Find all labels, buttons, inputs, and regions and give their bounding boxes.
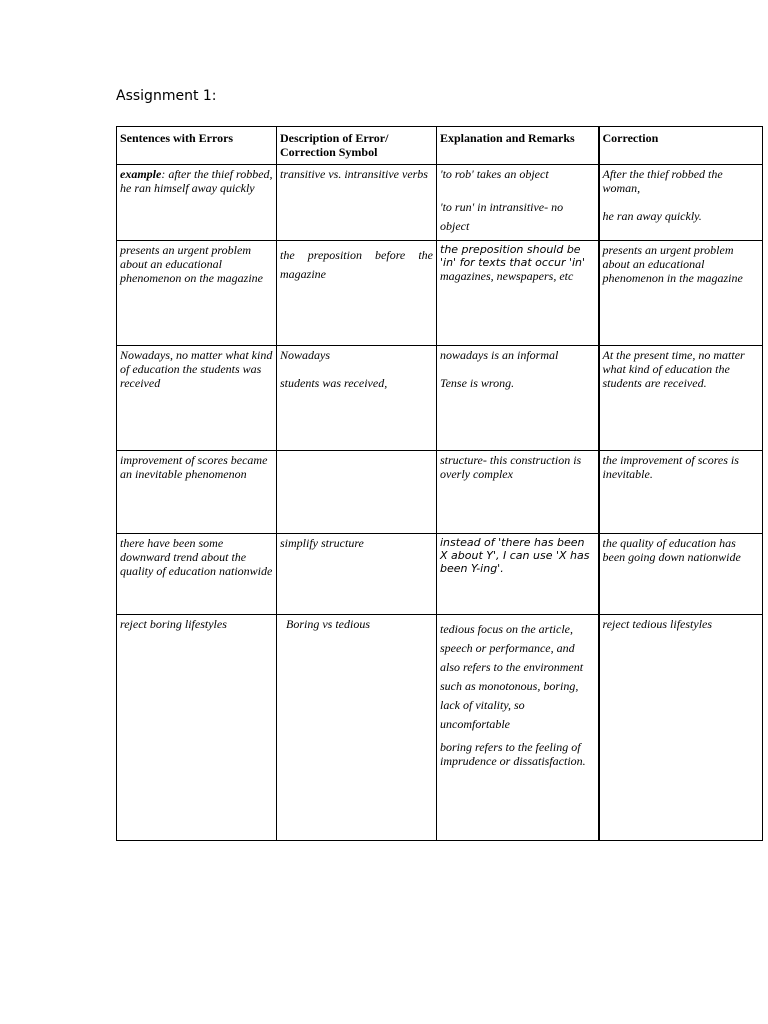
correction-cell: At the present time, no matter what kind of education the students are received. — [599, 346, 763, 451]
header-explanation: Explanation and Remarks — [437, 127, 599, 165]
description-text: Nowadays — [280, 348, 331, 362]
description-cell — [277, 615, 437, 841]
explanation-text: nowadays is an informal — [440, 348, 559, 362]
description-cell — [277, 241, 437, 346]
header-description — [277, 127, 437, 165]
example-label: example — [120, 167, 162, 181]
explanation-text: 'to run' in intransitive- no object — [440, 200, 564, 233]
table-row — [117, 615, 763, 841]
correction-text: he ran away quickly. — [602, 209, 702, 223]
description-text: the preposition before the magazine — [280, 248, 433, 281]
explanation-text: the preposition should be 'in' for texts that occur 'in' — [440, 243, 586, 269]
explanation-cell — [437, 165, 599, 241]
table-row — [117, 165, 763, 241]
description-cell — [277, 346, 437, 451]
description-cell: transitive vs. intransitive verbs — [277, 165, 437, 241]
explanation-cell — [437, 615, 599, 841]
description-cell — [277, 451, 437, 534]
correction-cell: the improvement of scores is inevitable. — [599, 451, 763, 534]
header-sentences: Sentences with Errors — [117, 127, 277, 165]
table-row — [117, 451, 763, 534]
header-correction: Correction — [599, 127, 763, 165]
description-text: Boring vs tedious — [286, 617, 370, 631]
explanation-text: magazines, newspapers, etc — [440, 269, 574, 283]
assignment-title: Assignment 1: — [116, 88, 217, 104]
explanation-cell — [437, 346, 599, 451]
correction-cell: presents an urgent problem about an educational phenomenon in the magazine — [599, 241, 763, 346]
sentence-cell: Nowadays, no matter what kind of education the students was received — [117, 346, 277, 451]
table-header-row — [117, 127, 763, 165]
table-row — [117, 534, 763, 615]
explanation-cell — [437, 534, 599, 615]
explanation-text: 'to rob' takes an object — [440, 167, 549, 181]
sentence-cell: presents an urgent problem about an educational phenomenon on the magazine — [117, 241, 277, 346]
sentence-cell: improvement of scores became an inevitable phenomenon — [117, 451, 277, 534]
description-text: students was received, — [280, 376, 388, 390]
table-row — [117, 241, 763, 346]
sentence-cell — [117, 165, 277, 241]
correction-cell — [599, 165, 763, 241]
sentence-cell: reject boring lifestyles — [117, 615, 277, 841]
explanation-text: tedious focus on the article, speech or performance, and also refers to the environment such as monotonous, boring, lack of vitality, so uncomfortable — [440, 622, 584, 731]
header-description-line2: Correction Symbol — [280, 145, 378, 159]
correction-text: After the thief robbed the woman, — [602, 167, 723, 195]
explanation-cell: structure- this construction is overly complex — [437, 451, 599, 534]
explanation-cell — [437, 241, 599, 346]
correction-cell: reject tedious lifestyles — [599, 615, 763, 841]
description-cell: simplify structure — [277, 534, 437, 615]
header-description-line1: Description of Error/ — [280, 131, 389, 145]
explanation-text: boring refers to the feeling of imprudence or dissatisfaction. — [440, 740, 586, 768]
table-row — [117, 346, 763, 451]
correction-cell: the quality of education has been going down nationwide — [599, 534, 763, 615]
explanation-text: Tense is wrong. — [440, 376, 515, 390]
explanation-text: instead of 'there has been X about Y', I can use 'X has been Y-ing'. — [440, 536, 590, 575]
sentence-text: : after the thief robbed, he ran himself away quickly — [120, 167, 273, 195]
error-correction-table — [116, 126, 763, 841]
sentence-cell: there have been some downward trend about the quality of education nationwide — [117, 534, 277, 615]
